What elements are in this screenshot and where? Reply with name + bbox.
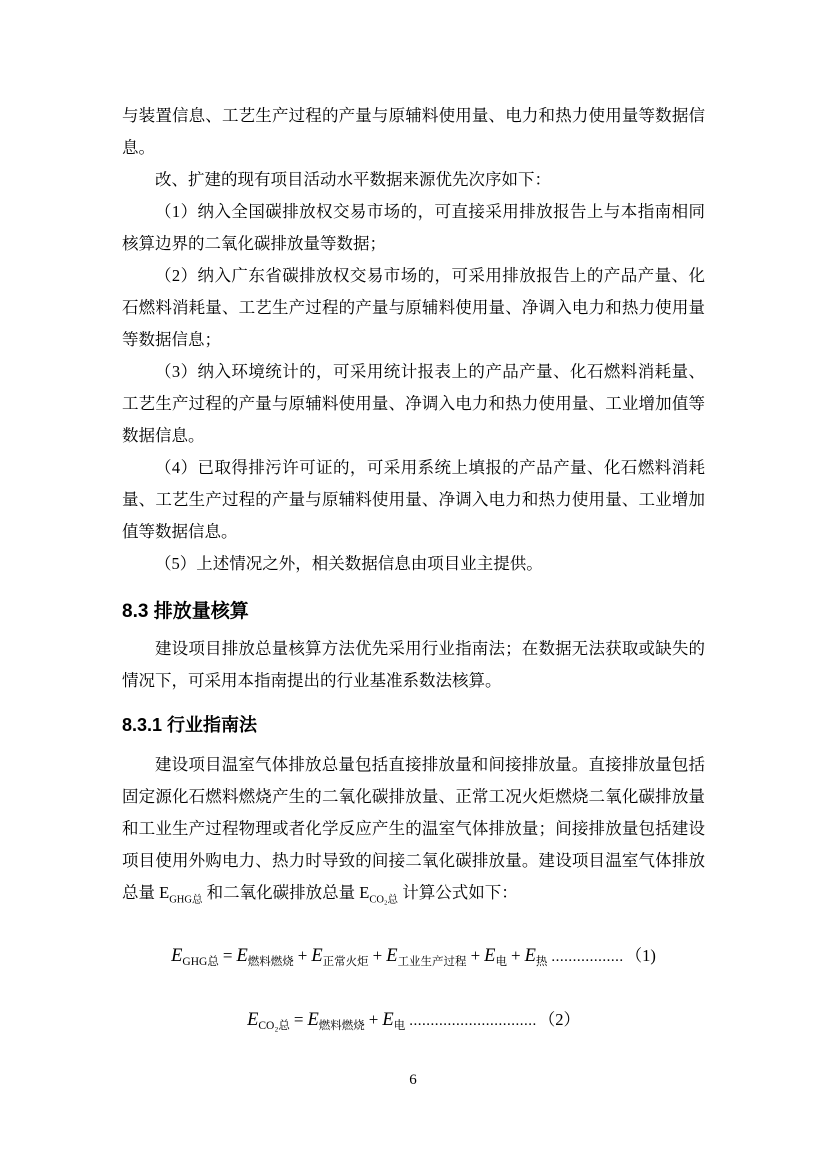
body-text-a: 建设项目温室气体排放总量包括直接排放量和间接排放量。直接排放量包括固定源化石燃料燃烧产生的二氧化碳排放量、正常工况火炬燃烧二氧化碳排放量和工业生产过程物理或者化学反应产生的温室气体排放量；间接排放量包括建设项目使用外购电力、热力时导致的间接二氧化碳排放量。建设项目温室气体排放总量 <box>122 755 705 902</box>
section-8-3-1-body <box>122 749 705 916</box>
body-text-b: 和二氧化碳排放总量 <box>202 883 360 902</box>
formula-2-term-fuel: $E_{燃料燃烧}$ <box>307 1010 365 1033</box>
formula-1-term-heat: $E_热$ <box>524 946 548 969</box>
formula-1-number: （1) <box>625 946 656 966</box>
list-item-2: （2）纳入广东省碳排放权交易市场的，可采用排放报告上的产品产量、化石燃料消耗量、工艺生产过程的产量与原辅料使用量、净调入电力和热力使用量等数据信息； <box>122 266 705 349</box>
formula-1-term-electricity: $E_电$ <box>484 946 507 969</box>
body-text-c: 计算公式如下： <box>398 883 518 902</box>
formula-1-term-fuel: $E_{燃料燃烧}$ <box>236 946 294 969</box>
list-item-5: （5）上述情况之外，相关数据信息由项目业主提供。 <box>155 554 543 573</box>
page-number: 6 <box>409 1072 417 1088</box>
inline-variable-eghg: $E_{GHG总}$ <box>159 883 203 906</box>
plus-sign: + <box>368 1010 379 1030</box>
plus-sign: + <box>297 946 308 966</box>
dot-leader: .............................. <box>409 1013 537 1030</box>
plus-sign: + <box>470 946 481 966</box>
formula-1-lhs: $E_{GHG总}$ <box>171 946 219 969</box>
formula-2 <box>122 1006 705 1040</box>
inline-variable-eco2: $E_{CO_2总}$ <box>359 883 399 906</box>
section-heading-8-3-1: 8.3.1 行业指南法 <box>122 715 258 735</box>
list-item-1: （1）纳入全国碳排放权交易市场的，可直接采用排放报告上与本指南相同核算边界的二氧化碳排放量等数据； <box>122 202 705 253</box>
formula-1 <box>122 942 705 976</box>
paragraph-intro: 改、扩建的现有项目活动水平数据来源优先次序如下： <box>155 170 551 189</box>
plus-sign: + <box>372 946 383 966</box>
equals-sign: = <box>222 946 233 966</box>
list-item-3: （3）纳入环境统计的，可采用统计报表上的产品产量、化石燃料消耗量、工艺生产过程的产量与原辅料使用量、净调入电力和热力使用量、工业增加值等数据信息。 <box>122 362 705 445</box>
formula-2-term-electricity: $E_电$ <box>382 1010 406 1033</box>
formula-2-lhs: $E_{CO_2总}$ <box>247 1010 290 1033</box>
equals-sign: = <box>293 1010 304 1030</box>
paragraph-continued: 与装置信息、工艺生产过程的产量与原辅料使用量、电力和热力使用量等数据信息。 <box>122 106 705 157</box>
dot-leader: ................. <box>551 949 624 966</box>
section-heading-8-3: 8.3 排放量核算 <box>122 601 249 622</box>
formula-1-term-flare: $E_{正常火炬}$ <box>311 946 369 969</box>
section-8-3-body: 建设项目排放总量核算方法优先采用行业指南法；在数据无法获取或缺失的情况下，可采用本指南提出的行业基准系数法核算。 <box>122 639 705 690</box>
formula-2-number: （2） <box>538 1010 580 1030</box>
formula-1-term-process: $E_{工业生产过程}$ <box>386 946 467 969</box>
list-item-4: （4）已取得排污许可证的，可采用系统上填报的产品产量、化石燃料消耗量、工艺生产过程的产量与原辅料使用量、净调入电力和热力使用量、工业增加值等数据信息。 <box>122 458 705 541</box>
plus-sign: + <box>510 946 521 966</box>
